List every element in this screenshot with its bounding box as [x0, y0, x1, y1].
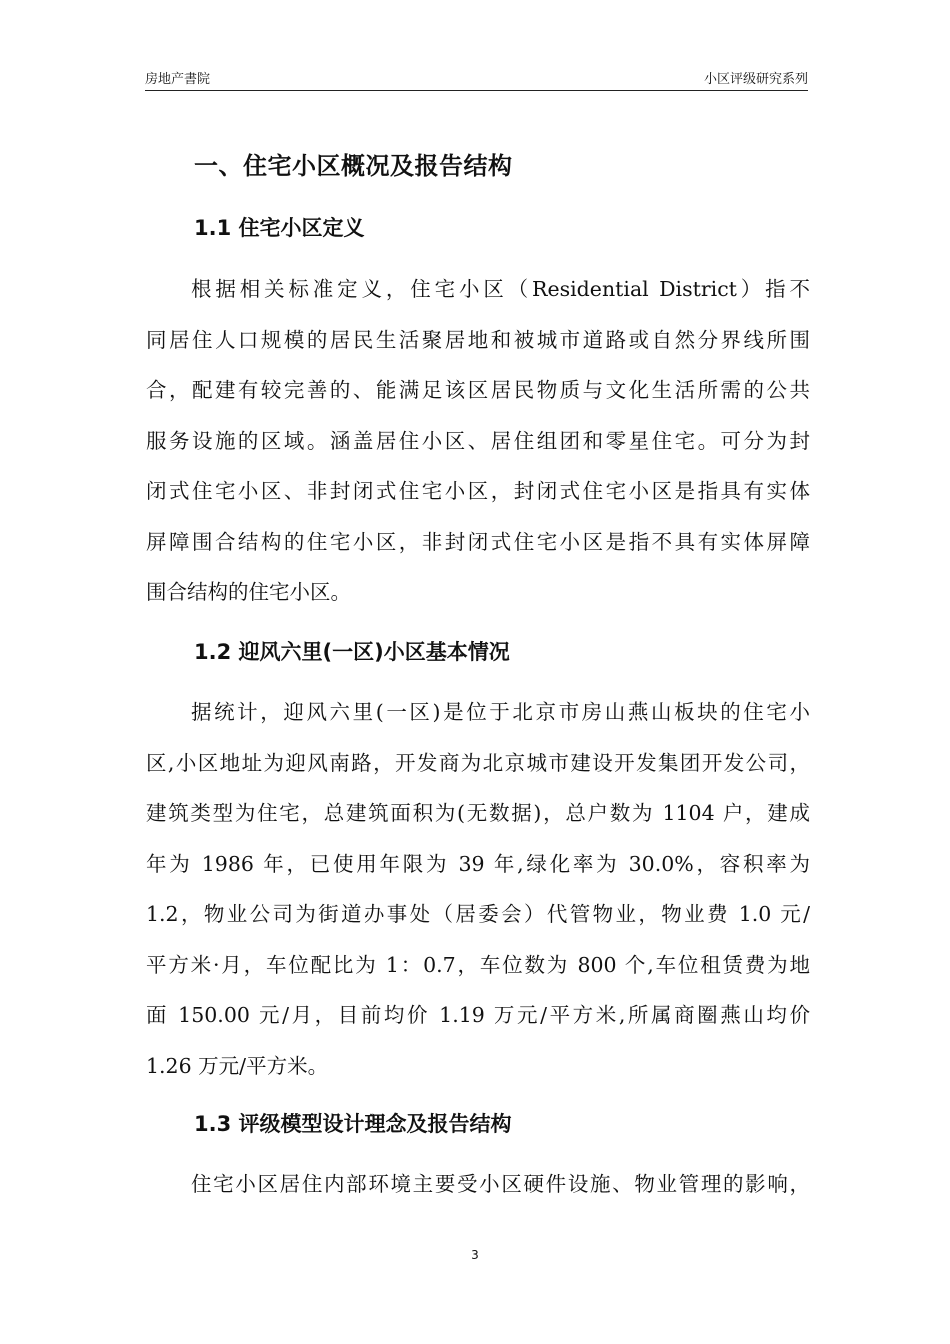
- paragraph-line: 据统计，迎风六里(一区)是位于北京市房山燕山板块的住宅小: [191, 700, 810, 724]
- paragraph-line: 住宅小区居住内部环境主要受小区硬件设施、物业管理的影响，: [191, 1172, 810, 1196]
- paragraph-line: 1.2，物业公司为街道办事处（居委会）代管物业，物业费 1.0 元/: [146, 902, 810, 926]
- header-publisher: 房地产書院: [145, 72, 211, 87]
- section-heading-1-3: 1.3 评级模型设计理念及报告结构: [194, 1112, 512, 1136]
- chapter-title: 一、住宅小区概况及报告结构: [194, 152, 513, 180]
- paragraph-line: 服务设施的区域。涵盖居住小区、居住组团和零星住宅。可分为封: [146, 428, 810, 453]
- section-heading-1-1: 1.1 住宅小区定义: [194, 216, 365, 240]
- paragraph-line: 面 150.00 元/月，目前均价 1.19 万元/平方米,所属商圈燕山均价: [146, 1003, 810, 1027]
- section-heading-1-2: 1.2 迎风六里(一区)小区基本情况: [194, 640, 510, 664]
- header-series-title: 小区评级研究系列: [703, 72, 808, 87]
- section-1-2-paragraph: [146, 692, 810, 1096]
- paragraph-line: 区,小区地址为迎风南路，开发商为北京城市建设开发集团开发公司，: [146, 750, 810, 775]
- page-number: 3: [471, 1248, 479, 1262]
- paragraph-line: 合，配建有较完善的、能满足该区居民物质与文化生活所需的公共: [146, 378, 810, 402]
- paragraph-line: 1.26 万元/平方米。: [146, 1053, 329, 1078]
- paragraph-line: 根据相关标准定义，住宅小区（Residential District）指不: [191, 277, 810, 301]
- paragraph-line: 平方米·月，车位配比为 1：0.7，车位数为 800 个,车位租赁费为地: [146, 952, 810, 977]
- paragraph-line: 年为 1986 年，已使用年限为 39 年,绿化率为 30.0%，容积率为: [146, 851, 810, 876]
- paragraph-line: 同居住人口规模的居民生活聚居地和被城市道路或自然分界线所围: [146, 327, 810, 352]
- paragraph-line: 建筑类型为住宅，总建筑面积为(无数据)，总户数为 1104 户，建成: [146, 801, 810, 825]
- page-header: [145, 68, 808, 91]
- section-1-1-paragraph: [146, 269, 810, 623]
- section-1-3-paragraph: [146, 1164, 810, 1215]
- paragraph-line: 屏障围合结构的住宅小区，非封闭式住宅小区是指不具有实体屏障: [146, 529, 810, 554]
- paragraph-line: 围合结构的住宅小区。: [146, 580, 351, 604]
- paragraph-line: 闭式住宅小区、非封闭式住宅小区，封闭式住宅小区是指具有实体: [146, 479, 810, 503]
